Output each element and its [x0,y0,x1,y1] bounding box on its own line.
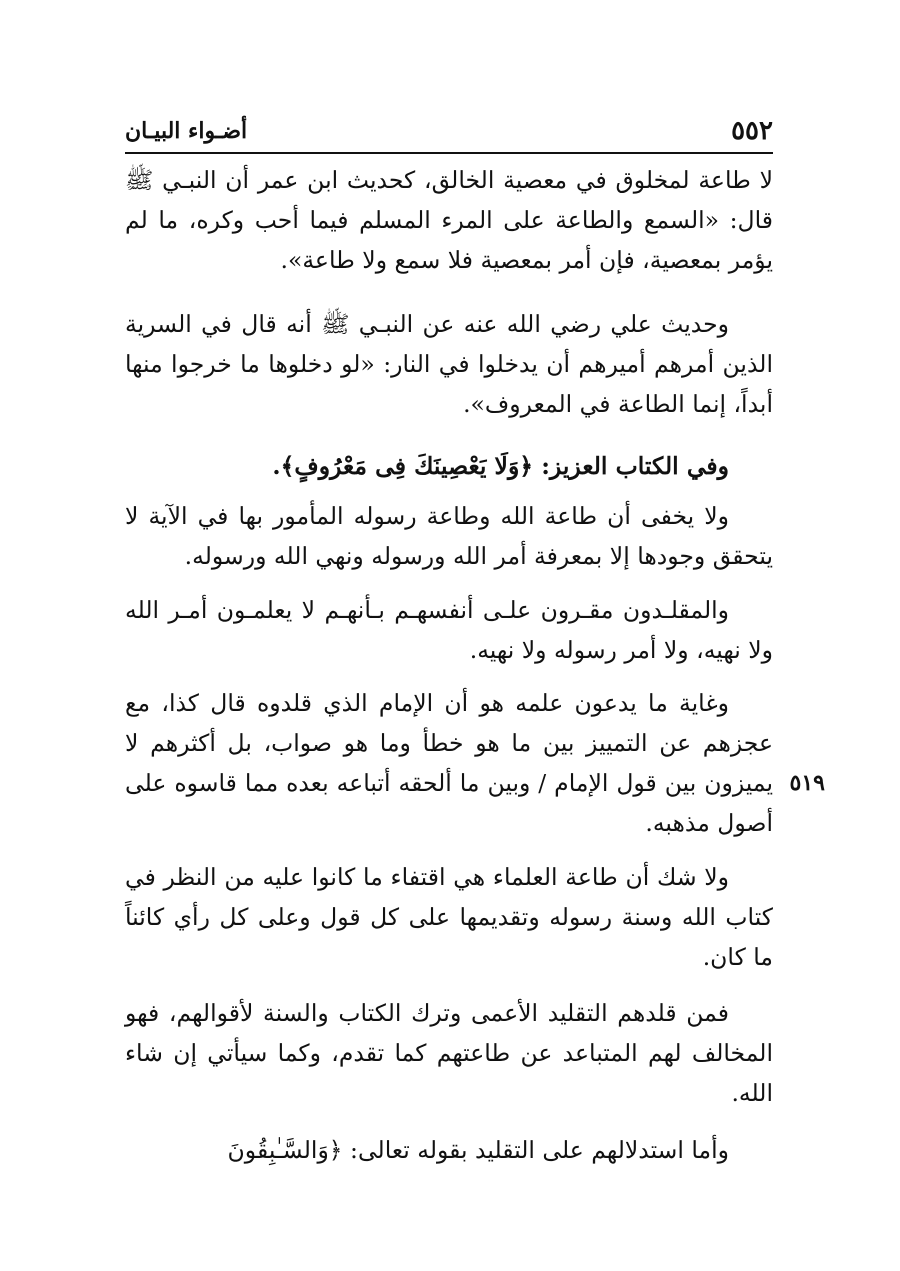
paragraph-2: وحديث علي رضي الله عنه عن النبـي ﷺ أنه قال في السرية الذين أمرهم أميرهم أن يدخلوا في النار: «لو دخلوها ما خرجوا منها أبداً، إنما الطاعة في المعروف». [125,310,773,418]
page-number: ٥٥٢ [731,116,773,146]
paragraph-6: وغاية ما يدعون علمه هو أن الإمام الذي قلدوه قال كذا، مع عجزهم عن التمييز بين ما هو خطأ وما هو صواب، بل أكثرهم لا يميزون بين قول الإمام / وبين ما ألحقه أتباعه بعده مما قاسوه على أصول مذهبه. [125,689,773,837]
margin-page-reference: ٥١٩ [789,770,825,796]
paragraph-3-quran-verse: وفي الكتاب العزيز: ﴿وَلَا يَعْصِينَكَ فِى مَعْرُوفٍ﴾. [272,452,729,480]
paragraph-9: وأما استدلالهم على التقليد بقوله تعالى: ﴿وَالسَّـٰبِقُونَ [227,1136,729,1164]
paragraph-4: ولا يخفى أن طاعة الله وطاعة رسوله المأمور بها في الآية لا يتحقق وجودها إلا بمعرفة أمر الله ورسوله ونهي الله ورسوله. [125,502,773,570]
paragraph-5: والمقلـدون مقـرون علـى أنفسهـم بـأنهـم لا يعلمـون أمـر الله ولا نهيه، ولا أمر رسوله ولا نهيه. [125,596,773,664]
paragraph-8: فمن قلدهم التقليد الأعمى وترك الكتاب والسنة لأقوالهم، فهو المخالف لهم المتباعد عن طاعتهم كما تقدم، وكما سيأتي إن شاء الله. [125,999,773,1107]
running-title: أضـواء البيـان [125,118,248,144]
paragraph-7: ولا شك أن طاعة العلماء هي اقتفاء ما كانوا عليه من النظر في كتاب الله وسنة رسوله وتقديمها على كل قول وعلى كل رأي كائناً ما كان. [125,863,773,971]
page-header [125,112,773,154]
paragraph-1: لا طاعة لمخلوق في معصية الخالق، كحديث ابن عمر أن النبـي ﷺ قال: «السمع والطاعة على المرء المسلم فيما أحب وكره، ما لم يؤمر بمعصية، فإن أمر بمعصية فلا سمع ولا طاعة». [125,166,773,274]
